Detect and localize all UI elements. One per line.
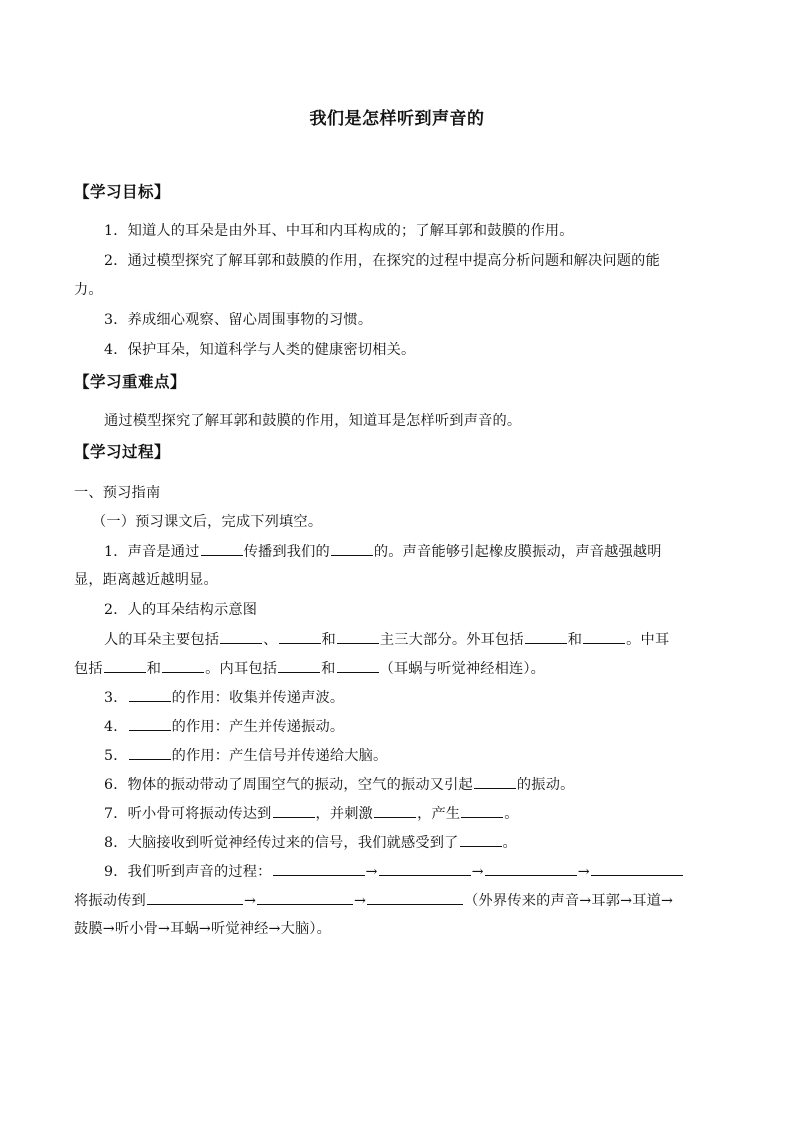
blank-field[interactable] — [525, 628, 567, 644]
blank-field[interactable] — [591, 860, 683, 876]
sub-1-heading: （一）预习课文后，完成下列填空。 — [92, 514, 323, 530]
page-title: 我们是怎样听到声音的 — [309, 109, 485, 129]
question-5: 5． 的作用：产生信号并传递给大脑。 — [104, 744, 724, 765]
goal-1: 1．知道人的耳朵是由外耳、中耳和内耳构成的；了解耳郭和鼓膜的作用。 — [104, 223, 574, 239]
blank-field[interactable] — [337, 628, 379, 644]
question-8: 8．大脑接收到听觉神经传过来的信号，我们就感受到了 。 — [104, 831, 724, 852]
blank-field[interactable] — [201, 540, 243, 556]
arrow-icon: → — [577, 864, 590, 880]
question-1: 1．声音是通过 传播到我们的 的。声音能够引起橡皮膜振动，声音越强越明 — [104, 540, 724, 561]
question-9-cont-2: 鼓膜→听小骨→耳蜗→听觉神经→大脑）。 — [74, 921, 332, 937]
blank-field[interactable] — [279, 628, 321, 644]
blank-field[interactable] — [257, 889, 353, 905]
blank-field[interactable] — [129, 744, 171, 760]
question-2: 人的耳朵主要包括 、 和 主三大部分。外耳包括 和 。中耳 — [104, 628, 724, 649]
section-heading-key: 【学习重难点】 — [74, 372, 187, 391]
goal-3: 3．养成细心观察、留心周围事物的习惯。 — [104, 312, 373, 328]
goal-2: 2．通过模型探究了解耳郭和鼓膜的作用，在探究的过程中提高分析问题和解决问题的能 — [104, 253, 660, 269]
blank-field[interactable] — [474, 773, 516, 789]
question-2-heading: 2．人的耳朵结构示意图 — [104, 602, 258, 618]
question-9: 9．我们听到声音的过程： → → → — [104, 860, 724, 881]
question-4: 4． 的作用：产生并传递振动。 — [104, 715, 724, 736]
blank-field[interactable] — [104, 657, 146, 673]
blank-field[interactable] — [461, 802, 503, 818]
question-2-cont: 包括 和 。内耳包括 和 （耳蜗与听觉神经相连）。 — [74, 657, 724, 678]
section-heading-process: 【学习过程】 — [74, 442, 171, 461]
question-6: 6．物体的振动带动了周围空气的振动，空气的振动又引起 的振动。 — [104, 773, 724, 794]
blank-field[interactable] — [337, 657, 379, 673]
section-heading-goals: 【学习目标】 — [74, 182, 171, 201]
question-9-cont: 将振动传到 → → （外界传来的声音→耳郭→耳道→ — [74, 889, 724, 910]
blank-field[interactable] — [583, 628, 625, 644]
goal-2-cont: 力。 — [74, 282, 103, 298]
blank-field[interactable] — [278, 657, 320, 673]
blank-field[interactable] — [485, 860, 577, 876]
blank-field[interactable] — [379, 860, 471, 876]
blank-field[interactable] — [331, 540, 373, 556]
question-3: 3． 的作用：收集并传递声波。 — [104, 686, 724, 707]
blank-field[interactable] — [162, 657, 204, 673]
blank-field[interactable] — [129, 715, 171, 731]
goal-4: 4．保护耳朵，知道科学与人类的健康密切相关。 — [104, 342, 416, 358]
blank-field[interactable] — [147, 889, 243, 905]
blank-field[interactable] — [367, 889, 463, 905]
question-1-cont: 显，距离越近越明显。 — [74, 572, 218, 588]
blank-field[interactable] — [460, 831, 502, 847]
arrow-icon: → — [243, 893, 257, 909]
arrow-icon: → — [365, 864, 378, 880]
question-7: 7．听小骨可将振动传达到 ，并刺激 ，产生 。 — [104, 802, 724, 823]
blank-field[interactable] — [129, 686, 171, 702]
part-1-heading: 一、预习指南 — [74, 485, 161, 501]
blank-field[interactable] — [273, 802, 315, 818]
arrow-icon: → — [354, 893, 367, 909]
blank-field[interactable] — [220, 628, 262, 644]
key-text: 通过模型探究了解耳郭和鼓膜的作用，知道耳是怎样听到声音的。 — [104, 413, 522, 429]
arrow-icon: → — [471, 864, 484, 880]
blank-field[interactable] — [374, 802, 416, 818]
blank-field[interactable] — [273, 860, 365, 876]
